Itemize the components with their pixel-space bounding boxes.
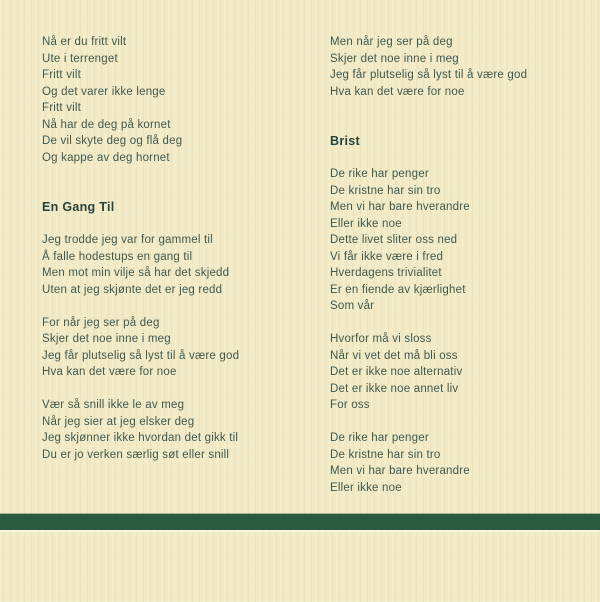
- lyric-line: Jeg får plutselig så lyst til å være god: [42, 349, 240, 362]
- lyric-line: De kristne har sin tro: [330, 448, 441, 461]
- lyric-line: Hva kan det være for noe: [330, 85, 465, 98]
- lyric-line: Hverdagens trivialitet: [330, 267, 442, 279]
- lyric-line: Men vi har bare hverandre: [330, 465, 470, 477]
- lyric-line: Du er jo verken særlig søt eller snill: [42, 448, 230, 461]
- lyric-line: Skjer det noe inne i meg: [42, 333, 171, 345]
- lyric-line: Men mot min vilje så har det skjedd: [42, 267, 230, 279]
- stanza: [330, 166, 600, 315]
- lyric-line: Men vi har bare hverandre: [330, 201, 470, 213]
- stanza: [42, 232, 322, 298]
- lyric-line: De rike har penger: [330, 432, 429, 444]
- song-title-block: [42, 199, 322, 216]
- lyric-line: For når jeg ser på deg: [42, 316, 160, 329]
- lyric-line: Når vi vet det må bli oss: [330, 349, 458, 362]
- lyric-line: Men når jeg ser på deg: [330, 36, 453, 48]
- lyric-line: Som vår: [330, 300, 375, 312]
- stanza: [42, 397, 322, 463]
- lyric-line: Og det varer ikke lenge: [42, 85, 166, 98]
- lyric-line: Uten at jeg skjønte det er jeg redd: [42, 283, 223, 296]
- lyric-line: Hva kan det være for noe: [42, 366, 177, 378]
- song-title-block: [330, 133, 600, 150]
- lyric-line: Jeg får plutselig så lyst til å være god: [330, 69, 528, 81]
- lyric-line: De rike har penger: [330, 168, 429, 180]
- lyric-line: Vi får ikke være i fred: [330, 250, 444, 263]
- lyric-line: Nå har de deg på kornet: [42, 118, 171, 131]
- lyric-line: Eller ikke noe: [330, 481, 402, 494]
- stanza: [42, 34, 322, 166]
- lyric-line: Fritt vilt: [42, 102, 82, 114]
- lyric-line: Og kappe av deg hornet: [42, 151, 170, 164]
- lyric-line: De vil skyte deg og flå deg: [42, 135, 183, 147]
- lyric-line: Når jeg sier at jeg elsker deg: [42, 415, 195, 428]
- lyric-line: Dette livet sliter oss ned: [330, 234, 458, 246]
- lyric-line: Ute i terrenget: [42, 52, 118, 65]
- lyric-line: Skjer det noe inne i meg: [330, 52, 459, 65]
- lyric-line: Eller ikke noe: [330, 217, 402, 230]
- lyric-line: Å falle hodestups en gang til: [42, 250, 193, 263]
- lyric-line: Vær så snill ikke le av meg: [42, 399, 185, 411]
- green-divider-band: [0, 514, 600, 530]
- song-title: En Gang Til: [42, 200, 115, 214]
- song-title: Brist: [330, 134, 360, 148]
- stanza: [330, 430, 600, 496]
- stanza: [330, 331, 600, 414]
- stanza: [330, 34, 600, 100]
- lyric-line: Det er ikke noe alternativ: [330, 366, 463, 378]
- lyric-line: Jeg skjønner ikke hvordan det gikk til: [42, 432, 239, 444]
- lyrics-column-right: [330, 34, 600, 496]
- stanza: [42, 315, 322, 381]
- lyric-line: Jeg trodde jeg var for gammel til: [42, 234, 213, 246]
- lyric-line: Hvorfor må vi sloss: [330, 333, 432, 345]
- lyric-line: Nå er du fritt vilt: [42, 36, 127, 48]
- lyric-line: Det er ikke noe annet liv: [330, 382, 459, 395]
- lyrics-column-left: [42, 34, 322, 463]
- lyric-line: For oss: [330, 399, 370, 411]
- lyric-line: Fritt vilt: [42, 69, 82, 81]
- lyric-line: Er en fiende av kjærlighet: [330, 283, 466, 296]
- lyric-line: De kristne har sin tro: [330, 184, 441, 197]
